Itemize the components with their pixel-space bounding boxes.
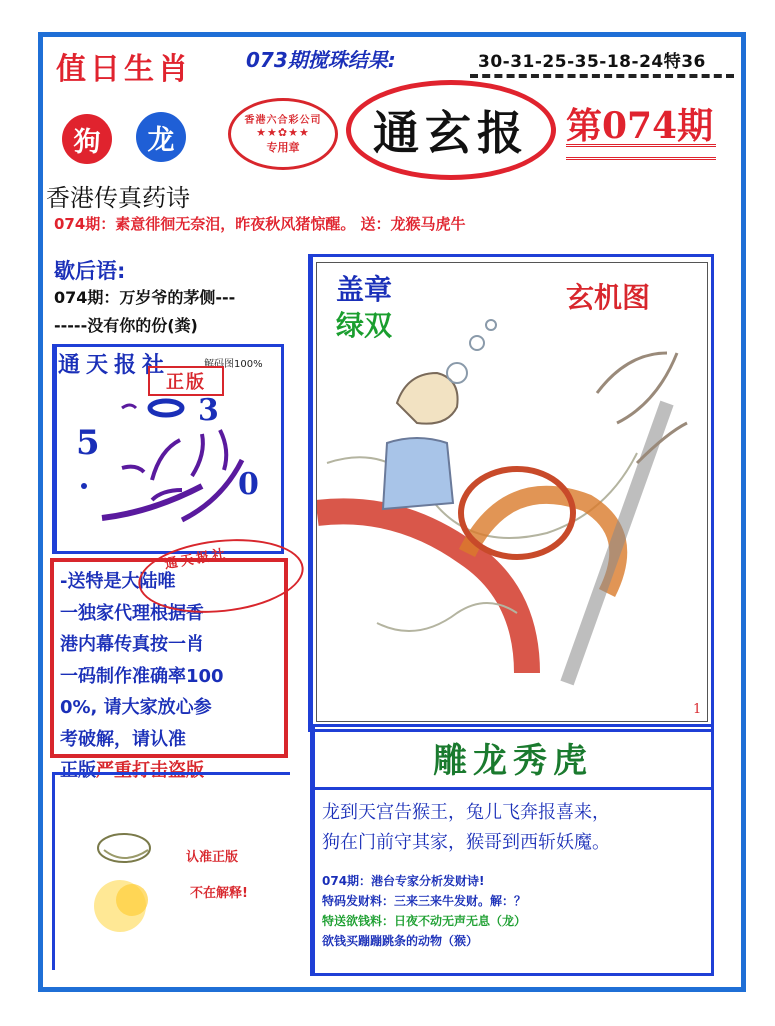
issue-underline	[566, 144, 716, 160]
promo-genuine-label: 正版	[60, 760, 96, 781]
daily-zodiac-title: 值日生肖	[56, 52, 192, 87]
genuine-note: 认准正版	[186, 850, 239, 865]
picture-page-number: 1	[693, 702, 702, 717]
mystery-picture-title: 玄机图	[566, 281, 651, 314]
small-sketch-graphic	[80, 820, 176, 940]
svg-text:0: 0	[238, 467, 259, 502]
riddle-line-1: 074期：万岁爷的茅侧---	[54, 288, 236, 307]
no-explanation-note: 不在解释!	[190, 886, 248, 901]
zodiac-dog-badge: 狗	[62, 114, 112, 164]
info-line-1: 074期：港台专家分析发财诗!	[322, 874, 485, 888]
draw-result-label: 073期搅珠结果:	[246, 48, 396, 72]
stamp-label: 盖章	[336, 273, 393, 306]
seal-stars: ★★✿★★	[256, 126, 310, 139]
promo-line-1: -送特是大陆唯	[60, 571, 176, 592]
puzzle-strokes-graphic	[62, 390, 278, 550]
svg-text:3: 3	[198, 393, 219, 428]
info-line-3: 特送欲钱料：日夜不动无声无息（龙）	[322, 914, 527, 928]
riddle-line-2: -----没有你的份(粪)	[54, 316, 198, 335]
promo-line-2: 一独家代理根据香	[60, 602, 204, 624]
brand-title: 通玄报	[346, 80, 556, 180]
verse-line-2: 狗在门前守其家，猴哥到西斩妖魔。	[322, 832, 610, 853]
green-double-label: 绿双	[336, 309, 393, 342]
seal-top-text: 香港六合彩公司	[244, 115, 322, 126]
poem-title: 香港传真药诗	[46, 184, 190, 212]
poem-text: 074期：素意徘徊无奈泪，昨夜秋风猪惊醒。 送：龙猴马虎牛	[54, 215, 466, 233]
issue-number: 第074期	[566, 105, 714, 147]
picture-caption: 雕龙秀虎	[310, 724, 714, 790]
info-line-2: 特码发财料：三来三来牛发财。解：？	[322, 894, 527, 908]
puzzle-box-note: 解码图100%	[204, 359, 263, 370]
draw-result-numbers: 30-31-25-35-18-24特36	[478, 52, 706, 72]
red-oval-seal-text: 通天报社	[163, 546, 230, 573]
promo-line-3: 港内幕传真按一肖	[60, 634, 204, 655]
official-seal	[228, 98, 338, 170]
promo-line-6: 考破解，请认准	[60, 728, 186, 750]
promo-anti-piracy: 严重打击盗版	[96, 760, 204, 781]
svg-text:5: 5	[76, 423, 100, 463]
puzzle-box-title: 通天报社	[58, 352, 171, 378]
dashed-divider	[470, 74, 734, 78]
verse-line-1: 龙到天宫告猴王，兔儿飞奔报喜来，	[322, 802, 610, 823]
seal-bottom-text: 专用章	[266, 141, 300, 154]
zodiac-dragon-badge: 龙	[136, 112, 186, 162]
info-line-4: 欲钱买蹦蹦跳条的动物（猴）	[322, 934, 479, 948]
riddle-title: 歇后语:	[54, 259, 126, 283]
promo-line-5: 0%, 请大家放心参	[60, 697, 212, 718]
genuine-stamp: 正版	[148, 366, 224, 396]
promo-line-4: 一码制作准确率100	[60, 665, 224, 687]
